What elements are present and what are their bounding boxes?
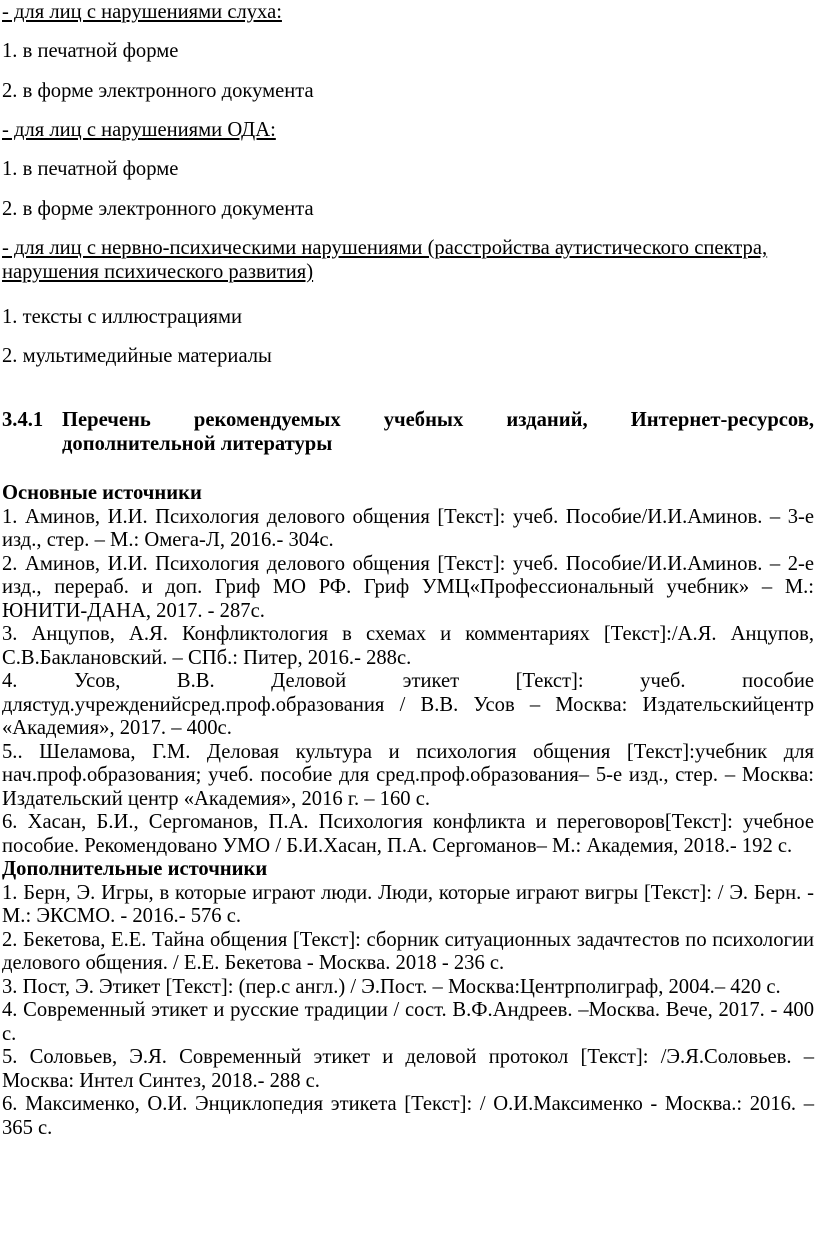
main-source-item: 5.. Шеламова, Г.М. Деловая культура и психология общения [Текст]:учебник для нач.проф.образования; учеб. пособие для сред.проф.образования– 5-е изд., стер. – Москва: Издательский центр «Академия», 2016 г. – 160 с. [2, 740, 814, 810]
intro-line: - для лиц с нарушениями ОДА: [2, 119, 276, 141]
section-number: 3.4.1 [2, 409, 44, 431]
additional-source-item: 4. Современный этикет и русские традиции / сост. В.Ф.Андреев. –Москва. Вече, 2017. - 400 с. [2, 999, 814, 1045]
additional-source-item: 5. Соловьев, Э.Я. Современный этикет и деловой протокол [Текст]: /Э.Я.Соловьев. – Москва: Интел Синтез, 2018.- 288 с. [2, 1046, 814, 1092]
main-sources-heading: Основные источники [2, 482, 202, 504]
intro-line: 2. в форме электронного документа [2, 80, 314, 102]
intro-line: 1. в печатной форме [2, 40, 179, 62]
main-source-item: 3. Анцупов, А.Я. Конфликтология в схемах и комментариях [Текст]:/А.Я. Анцупов, С.В.Баклановский. – СПб.: Питер, 2016.- 288с. [2, 623, 814, 669]
main-sources [2, 482, 814, 1140]
main-source-item: 1. Аминов, И.И. Психология делового общения [Текст]: учеб. Пособие/И.И.Аминов. – 3-е изд., стер. – М.: Омега-Л, 2016.- 304с. [2, 505, 814, 551]
additional-sources-heading: Дополнительные источники [2, 858, 268, 880]
intro-line: 1. тексты с иллюстрациями [2, 306, 242, 328]
additional-source-item: 2. Бекетова, Е.Е. Тайна общения [Текст]: сборник ситуационных задачтестов по психологии делового общения. / Е.Е. Бекетова - Москва. 2018 - 236 с. [2, 928, 814, 974]
additional-source-item: 3. Пост, Э. Этикет [Текст]: (пер.с англ.) / Э.Пост. – Москва:Центрполиграф, 2004.– 420 с. [2, 975, 781, 998]
section-heading [2, 409, 814, 456]
intro-line: - для лиц с нервно-психическими нарушениями (расстройства аутистического спектра, нарушения психического развития) [2, 237, 768, 283]
intro-line: 2. в форме электронного документа [2, 198, 314, 220]
main-source-item: 2. Аминов, И.И. Психология делового общения [Текст]: учеб. Пособие/И.И.Аминов. – 2-е изд., перераб. и доп. Гриф МО РФ. Гриф УМЦ«Профессиональный учебник» – М.: ЮНИТИ-ДАНА, 2017. - 287с. [2, 552, 814, 622]
intro-line: - для лиц с нарушениями слуха: [2, 1, 282, 23]
intro-line: 1. в печатной форме [2, 158, 179, 180]
intro-line: 2. мультимедийные материалы [2, 345, 272, 367]
main-source-item: 6. Хасан, Б.И., Сергоманов, П.А. Психология конфликта и переговоров[Текст]: учебное пособие. Рекомендовано УМО / Б.И.Хасан, П.А. Сергоманов– М.: Академия, 2018.- 192 с. [2, 811, 814, 857]
additional-source-item: 1. Берн, Э. Игры, в которые играют люди. Люди, которые играют вигры [Текст]: / Э. Берн. - М.: ЭКСМО. - 2016.- 576 с. [2, 881, 814, 927]
additional-source-item: 6. Максименко, О.И. Энциклопедия этикета [Текст]: / О.И.Максименко - Москва.: 2016. – 365 с. [2, 1093, 814, 1139]
section-title: Перечень рекомендуемых учебных изданий, Интернет-ресурсов, дополнительной литературы [62, 409, 814, 455]
main-source-item: 4. Усов, В.В. Деловой этикет [Текст]: учеб. пособие длястуд.учрежденийсред.проф.образования / В.В. Усов – Москва: Издательскийцентр «Академия», 2017. – 400с. [2, 670, 814, 739]
